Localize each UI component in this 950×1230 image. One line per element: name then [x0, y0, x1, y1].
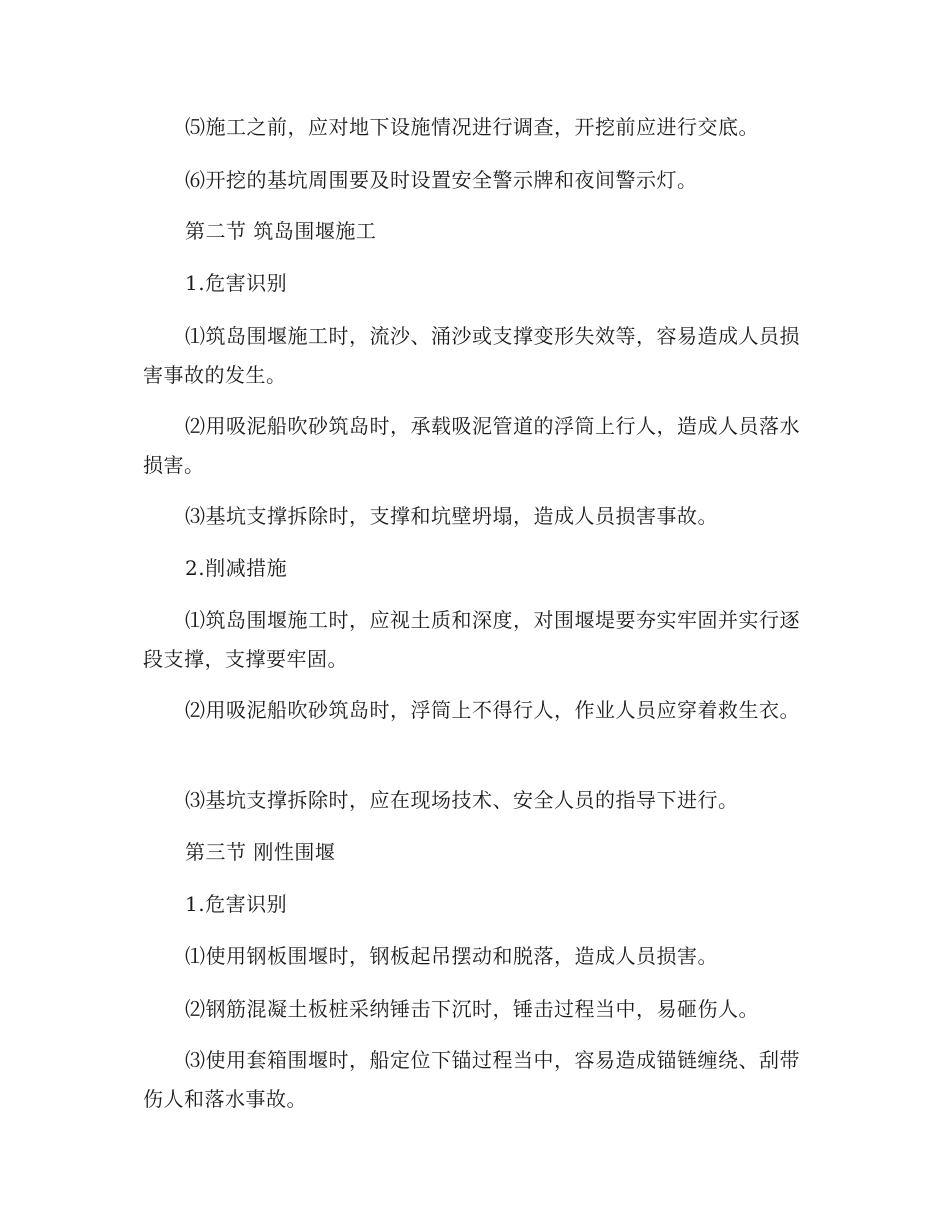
- section-heading-2: 第二节 筑岛围堰施工: [185, 219, 377, 243]
- paragraph-item-5-survey: ⑸施工之前，应对地下设施情况进行调查，开挖前应进行交底。: [185, 115, 759, 139]
- paragraph-measure-3: ⑶基坑支撑拆除时，应在现场技术、安全人员的指导下进行。: [185, 788, 739, 812]
- paragraph-rigid-hazard-3: ⑶使用套箱围堰时，船定位下锚过程当中，容易造成锚链缠绕、刮带伤人和落水事故。: [143, 1048, 800, 1111]
- paragraph-hazard-2: ⑵用吸泥船吹砂筑岛时，承载吸泥管道的浮筒上行人，造成人员落水损害。: [143, 414, 800, 477]
- subheading-hazard-identification: 1.危害识别: [185, 271, 288, 295]
- paragraph-rigid-hazard-2: ⑵钢筋混凝土板桩采纳锤击下沉时，锤击过程当中，易砸伤人。: [185, 997, 759, 1021]
- paragraph-measure-1: ⑴筑岛围堰施工时，应视土质和深度，对围堰堤要夯实牢固并实行逐段支撑，支撑要牢固。: [143, 608, 800, 671]
- paragraph-hazard-1: ⑴筑岛围堰施工时，流沙、涌沙或支撑变形失效等，容易造成人员损害事故的发生。: [143, 324, 800, 387]
- paragraph-item-6-warning-signs: ⑹开挖的基坑周围要及时设置安全警示牌和夜间警示灯。: [185, 168, 698, 192]
- paragraph-hazard-3: ⑶基坑支撑拆除时，支撑和坑壁坍塌，造成人员损害事故。: [185, 504, 718, 528]
- paragraph-measure-2: ⑵用吸泥船吹砂筑岛时，浮筒上不得行人，作业人员应穿着救生衣。: [185, 698, 800, 722]
- section-heading-3: 第三节 刚性围堰: [185, 840, 336, 864]
- subheading-hazard-identification-2: 1.危害识别: [185, 892, 288, 916]
- paragraph-rigid-hazard-1: ⑴使用钢板围堰时，钢板起吊摆动和脱落，造成人员损害。: [185, 944, 718, 968]
- subheading-mitigation-measures: 2.削减措施: [185, 556, 288, 580]
